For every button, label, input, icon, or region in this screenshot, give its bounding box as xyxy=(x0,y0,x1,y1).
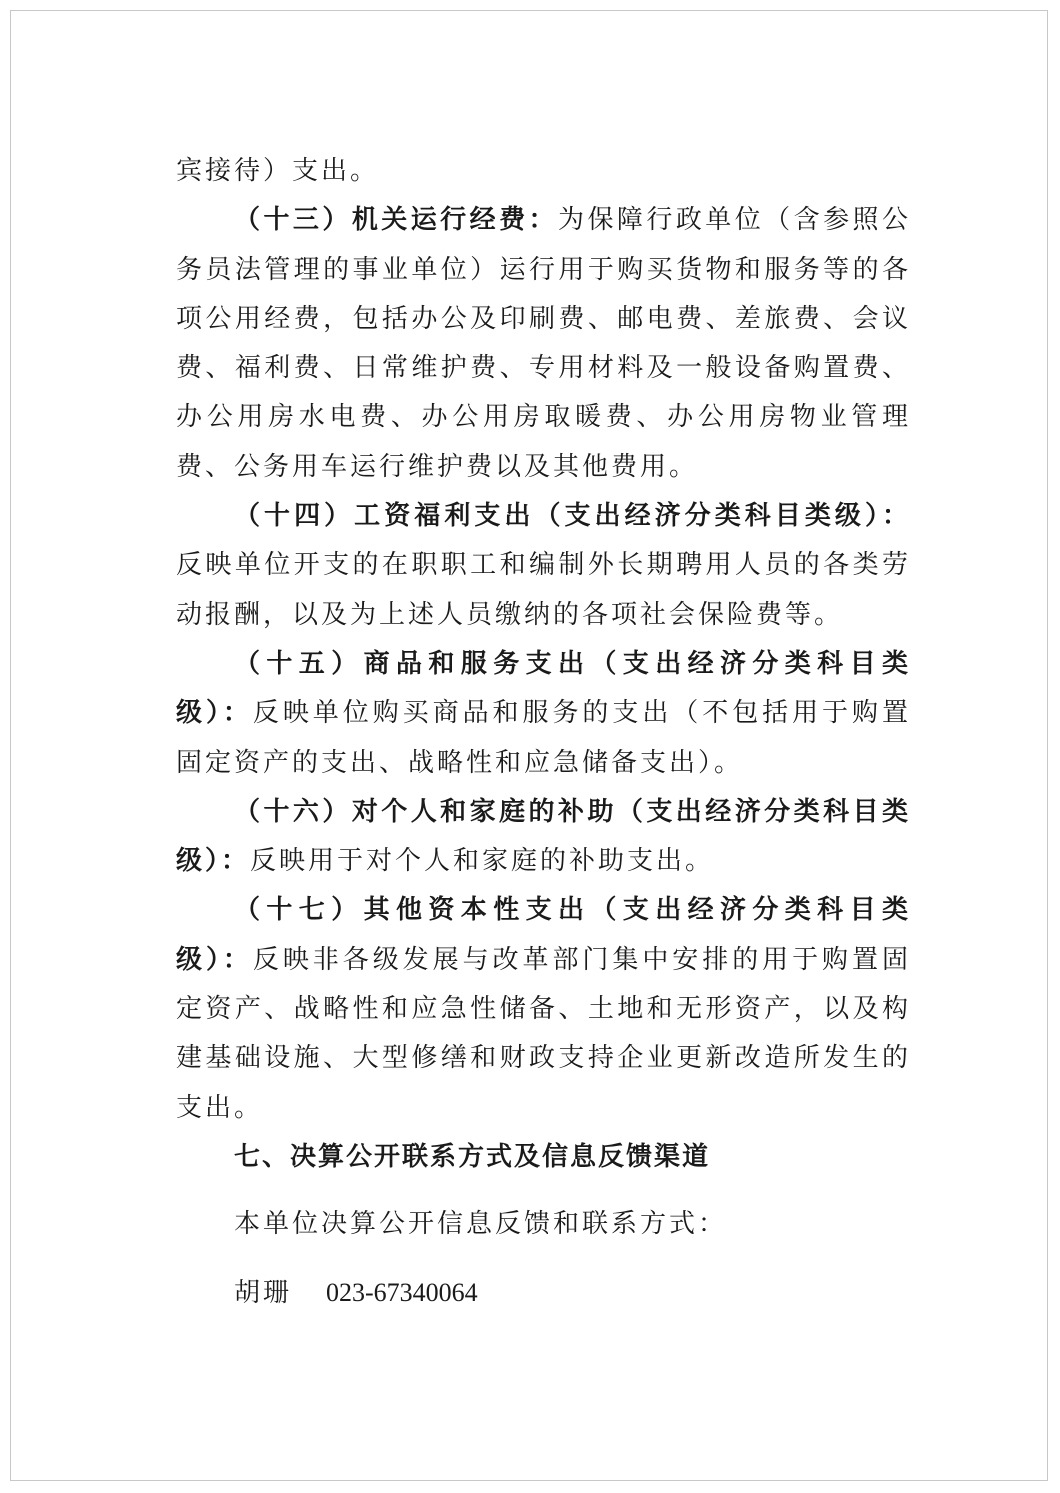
item-17-title: （十七）其他资本性支出（支出经济分类科目类级）： xyxy=(176,895,911,975)
contact-phone: 023-67340064 xyxy=(326,1277,478,1307)
item-15-text: 反映单位购买商品和服务的支出（不包括用于购置固定资产的支出、战略性和应急储备支出）。 xyxy=(176,698,911,778)
paragraph-item-15 xyxy=(176,640,911,788)
item-15-title: （十五）商品和服务支出（支出经济分类科目类级）： xyxy=(176,648,911,729)
paragraph-item-17 xyxy=(176,886,911,1132)
paragraph-text: 宾接待）支出。 xyxy=(176,156,380,186)
item-13-text: 为保障行政单位（含参照公务员法管理的事业单位）运行用于购买货物和服务等的各项公用经费，包括办公及印刷费、邮电费、差旅费、会议费、福利费、日常维护费、专用材料及一般设备购置费、办公用房水电费、办公用房取暖费、办公用房物业管理费、公务用车运行维护费以及其他费用。 xyxy=(176,205,911,482)
document-body xyxy=(176,147,911,1318)
item-14-text: 反映单位开支的在职职工和编制外长期聘用人员的各类劳动报酬，以及为上述人员缴纳的各项社会保险费等。 xyxy=(176,550,911,630)
section-heading-7: 七、决算公开联系方式及信息反馈渠道 xyxy=(234,1141,711,1172)
paragraph-item-13 xyxy=(176,196,911,492)
contact-name: 胡珊 xyxy=(234,1277,293,1308)
paragraph-continuation xyxy=(176,147,911,196)
item-14-title: （十四）工资福利支出（支出经济分类科目类级）： xyxy=(234,501,911,532)
paragraph-item-14 xyxy=(176,492,911,640)
contact-intro: 本单位决算公开信息反馈和联系方式： xyxy=(234,1209,728,1240)
document-page xyxy=(10,10,1048,1481)
paragraph-item-16 xyxy=(176,788,911,887)
item-13-title: （十三）机关运行经费： xyxy=(234,205,558,236)
spacer xyxy=(176,1182,911,1200)
item-16-title: （十六）对个人和家庭的补助（支出经济分类科目类级）： xyxy=(176,796,911,877)
item-16-text: 反映用于对个人和家庭的补助支出。 xyxy=(250,846,715,877)
contact-line xyxy=(176,1268,911,1318)
item-17-text: 反映非各级发展与改革部门集中安排的用于购置固定资产、战略性和应急性储备、土地和无形资产，以及构建基础设施、大型修缮和财政支持企业更新改造所发生的支出。 xyxy=(176,944,911,1123)
spacer xyxy=(176,1250,911,1268)
